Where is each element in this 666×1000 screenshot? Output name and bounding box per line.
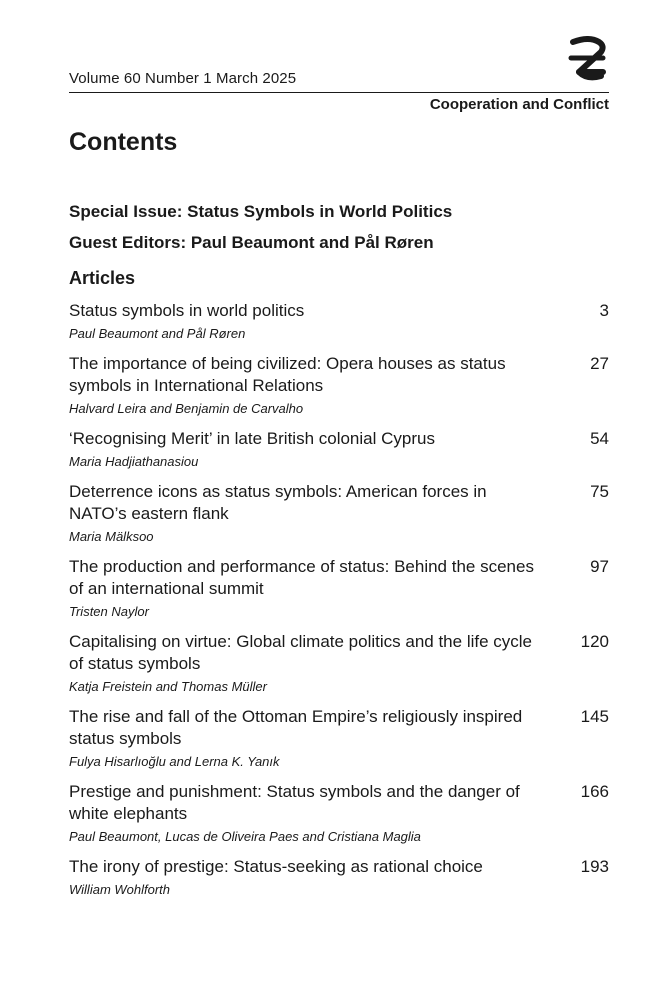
article-entry[interactable] bbox=[69, 300, 609, 343]
journal-logo-icon bbox=[565, 36, 609, 82]
article-page-number: 54 bbox=[590, 429, 609, 448]
header-rule bbox=[69, 92, 609, 93]
article-authors: Fulya Hisarlıoğlu and Lerna K. Yanık bbox=[69, 754, 280, 769]
article-entry[interactable] bbox=[69, 856, 609, 899]
article-page-number: 166 bbox=[580, 782, 609, 801]
article-authors: William Wohlforth bbox=[69, 882, 171, 897]
article-entry[interactable] bbox=[69, 631, 609, 696]
article-page-number: 3 bbox=[599, 301, 609, 320]
article-authors: Paul Beaumont and Pål Røren bbox=[69, 326, 246, 341]
article-entry[interactable] bbox=[69, 481, 609, 546]
special-issue-title: Special Issue: Status Symbols in World Politics bbox=[69, 202, 453, 221]
article-entry[interactable] bbox=[69, 428, 609, 471]
article-entry[interactable] bbox=[69, 781, 609, 846]
article-authors: Katja Freistein and Thomas Müller bbox=[69, 679, 267, 694]
article-page-number: 27 bbox=[590, 354, 609, 373]
article-title[interactable]: The production and performance of status: Behind the scenes of an international summit bbox=[69, 557, 534, 598]
issue-info: Volume 60 Number 1 March 2025 bbox=[69, 70, 297, 87]
article-entry[interactable] bbox=[69, 353, 609, 418]
special-issue-block bbox=[69, 196, 452, 258]
guest-editors: Guest Editors: Paul Beaumont and Pål Røren bbox=[69, 233, 434, 252]
contents-page bbox=[69, 0, 609, 1000]
article-entry[interactable] bbox=[69, 556, 609, 621]
article-title[interactable]: The rise and fall of the Ottoman Empire’s religiously inspired status symbols bbox=[69, 707, 523, 748]
article-authors: Maria Hadjiathanasiou bbox=[69, 454, 199, 469]
page-title: Contents bbox=[69, 128, 178, 156]
journal-name: Cooperation and Conflict bbox=[429, 96, 609, 113]
article-authors: Halvard Leira and Benjamin de Carvalho bbox=[69, 401, 304, 416]
article-page-number: 193 bbox=[580, 857, 609, 876]
article-title[interactable]: ‘Recognising Merit’ in late British colonial Cyprus bbox=[69, 429, 435, 448]
article-page-number: 75 bbox=[590, 482, 609, 501]
article-authors: Paul Beaumont, Lucas de Oliveira Paes and Cristiana Maglia bbox=[69, 829, 421, 844]
article-title[interactable]: Deterrence icons as status symbols: American forces in NATO’s eastern flank bbox=[69, 482, 487, 523]
article-title[interactable]: The irony of prestige: Status-seeking as rational choice bbox=[69, 857, 483, 876]
table-of-contents bbox=[69, 300, 609, 909]
articles-heading: Articles bbox=[69, 268, 136, 288]
article-authors: Tristen Naylor bbox=[69, 604, 149, 619]
article-authors: Maria Mälksoo bbox=[69, 529, 154, 544]
article-title[interactable]: The importance of being civilized: Opera houses as status symbols in International Relations bbox=[69, 354, 506, 395]
article-title[interactable]: Capitalising on virtue: Global climate politics and the life cycle of status symbols bbox=[69, 632, 533, 673]
article-page-number: 145 bbox=[580, 707, 609, 726]
article-page-number: 97 bbox=[590, 557, 609, 576]
article-title[interactable]: Status symbols in world politics bbox=[69, 301, 305, 320]
article-entry[interactable] bbox=[69, 706, 609, 771]
article-page-number: 120 bbox=[580, 632, 609, 651]
article-title[interactable]: Prestige and punishment: Status symbols and the danger of white elephants bbox=[69, 782, 520, 823]
